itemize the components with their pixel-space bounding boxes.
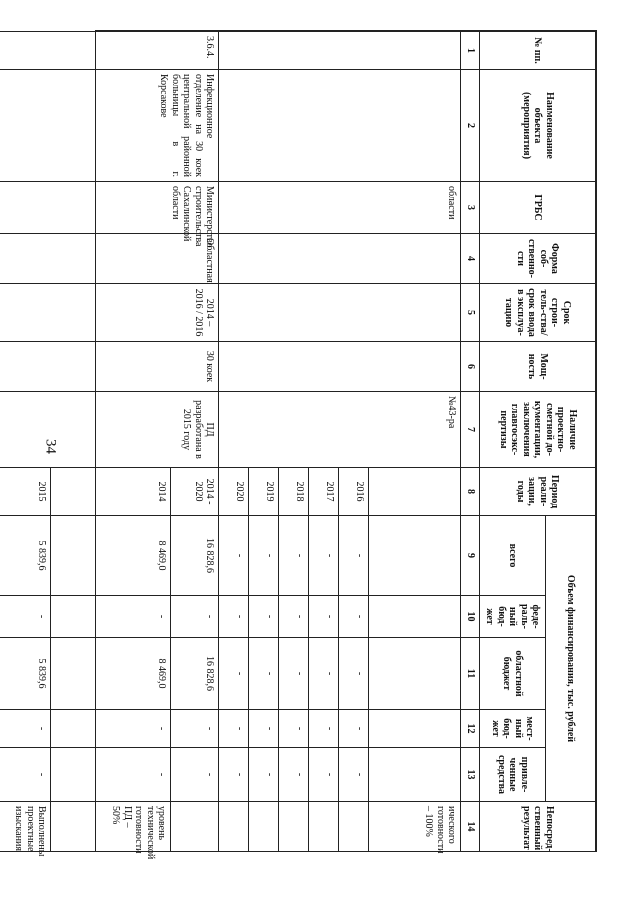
continuation-psd: №43-ра xyxy=(219,392,461,468)
continuation-attracted-cell xyxy=(369,748,461,802)
federal-cell: - xyxy=(309,596,339,638)
column-number: 11 xyxy=(461,638,480,710)
local-cell: - xyxy=(51,710,171,748)
header-financing: Объем финансирования, тыс. рублей xyxy=(546,516,596,802)
result-cell xyxy=(219,802,249,852)
year-cell: 2014 - 2020 xyxy=(171,468,219,516)
continuation-regional-cell xyxy=(369,638,461,710)
item-row-total xyxy=(171,32,219,852)
result-cell xyxy=(279,802,309,852)
local-cell: - xyxy=(249,710,279,748)
continuation-row xyxy=(369,32,461,852)
result-cell xyxy=(249,802,279,852)
local-cell: - xyxy=(339,710,369,748)
attracted-cell: - xyxy=(219,748,249,802)
year-cell: 2018 xyxy=(279,468,309,516)
column-number: 10 xyxy=(461,596,480,638)
header-local: мест-ный бюд-жет xyxy=(480,710,546,748)
header-row-1 xyxy=(546,32,596,852)
header-object-name: Наименование объекта (мероприятия) xyxy=(480,70,596,182)
column-number: 8 xyxy=(461,468,480,516)
continuation-number-cell xyxy=(219,32,461,70)
year-cell: 2019 xyxy=(249,468,279,516)
total-cell: - xyxy=(249,516,279,596)
header-total: всего xyxy=(480,516,546,596)
column-number: 2 xyxy=(461,70,480,182)
header-psd: Наличие проектно-сметной до-кументации, заключения главгосэкс-пертизы xyxy=(480,392,596,468)
column-number: 7 xyxy=(461,392,480,468)
total-cell: - xyxy=(219,516,249,596)
header-ownership: Форма соб-ственно-сти xyxy=(480,234,596,284)
continuation-name-cell xyxy=(219,70,461,182)
federal-cell: - xyxy=(279,596,309,638)
column-number: 5 xyxy=(461,284,480,342)
total-cell: 8 469,0 xyxy=(51,516,171,596)
column-number: 14 xyxy=(461,802,480,852)
result-cell: Выполнены проектные изыскания xyxy=(0,802,51,852)
header-grbs: ГРБС xyxy=(480,182,596,234)
header-attracted: привле-ченные средства xyxy=(480,748,546,802)
continuation-local-cell xyxy=(369,710,461,748)
attracted-cell: - xyxy=(249,748,279,802)
header-federal: феде-раль-ный бюд-жет xyxy=(480,596,546,638)
item-number: 3.6.4. xyxy=(0,32,219,70)
result-cell xyxy=(171,802,219,852)
header-capacity: Мощ-ность xyxy=(480,342,596,392)
year-cell: 2016 xyxy=(339,468,369,516)
continuation-result: ического готовности – 100% xyxy=(369,802,461,852)
federal-cell: - xyxy=(51,596,171,638)
column-number: 12 xyxy=(461,710,480,748)
year-cell: 2020 xyxy=(219,468,249,516)
continuation-capacity-cell xyxy=(219,342,461,392)
attracted-cell: - xyxy=(171,748,219,802)
total-cell: - xyxy=(279,516,309,596)
item-ownership: Областная xyxy=(0,234,219,284)
total-cell: 5 839,6 xyxy=(0,516,51,596)
continuation-term-cell xyxy=(219,284,461,342)
item-grbs: Министерство строительства Сахалинской области xyxy=(0,182,219,234)
item-name: Инфекционное отделение на 30 коек центральной районной больницы в г. Корсакове xyxy=(0,70,219,182)
continuation-grbs: области xyxy=(219,182,461,234)
result-cell xyxy=(339,802,369,852)
continuation-ownership-cell xyxy=(219,234,461,284)
continuation-total-cell xyxy=(369,516,461,596)
column-number: 6 xyxy=(461,342,480,392)
item-psd: ПД разработана в 2015 году xyxy=(0,392,219,468)
item-term: 2014 – 2016 / 2016 xyxy=(0,284,219,342)
document-table-sheet xyxy=(13,30,597,860)
local-cell: - xyxy=(171,710,219,748)
regional-cell: - xyxy=(339,638,369,710)
header-term: Срок строи-тель-ства/срок ввода в эксплуа-тацию xyxy=(480,284,596,342)
attracted-cell: - xyxy=(339,748,369,802)
regional-cell: - xyxy=(279,638,309,710)
item-capacity: 30 коек xyxy=(0,342,219,392)
column-number: 13 xyxy=(461,748,480,802)
financing-table xyxy=(0,31,596,860)
regional-cell: - xyxy=(309,638,339,710)
page-number: 34 xyxy=(42,439,59,454)
column-number: 4 xyxy=(461,234,480,284)
column-number-row xyxy=(461,32,480,852)
header-number: № пп. xyxy=(480,32,596,70)
year-cell: 2015 xyxy=(0,468,51,516)
attracted-cell: - xyxy=(309,748,339,802)
column-number: 1 xyxy=(461,32,480,70)
local-cell: - xyxy=(0,710,51,748)
result-cell xyxy=(309,802,339,852)
column-number: 3 xyxy=(461,182,480,234)
total-cell: - xyxy=(339,516,369,596)
attracted-cell: - xyxy=(0,748,51,802)
federal-cell: - xyxy=(249,596,279,638)
federal-cell: - xyxy=(0,596,51,638)
regional-cell: 5 839,6 xyxy=(0,638,51,710)
result-cell: уровень технической готовности ПД – 50% xyxy=(51,802,171,852)
regional-cell: 16 828,6 xyxy=(171,638,219,710)
rotated-table-wrapper xyxy=(13,31,596,860)
continuation-period-cell xyxy=(369,468,461,516)
header-regional: областной бюджет xyxy=(480,638,546,710)
federal-cell: - xyxy=(171,596,219,638)
regional-cell: - xyxy=(249,638,279,710)
continuation-federal-cell xyxy=(369,596,461,638)
regional-cell: 8 469,0 xyxy=(51,638,171,710)
federal-cell: - xyxy=(219,596,249,638)
local-cell: - xyxy=(279,710,309,748)
total-cell: 16 828,6 xyxy=(171,516,219,596)
total-cell: - xyxy=(309,516,339,596)
federal-cell: - xyxy=(339,596,369,638)
year-cell: 2017 xyxy=(309,468,339,516)
attracted-cell: - xyxy=(279,748,309,802)
attracted-cell: - xyxy=(51,748,171,802)
header-result: Непосред-ственный результат xyxy=(480,802,596,852)
regional-cell: - xyxy=(219,638,249,710)
local-cell: - xyxy=(309,710,339,748)
year-cell: 2014 xyxy=(51,468,171,516)
column-number: 9 xyxy=(461,516,480,596)
local-cell: - xyxy=(219,710,249,748)
header-period: Период реали-зации, годы xyxy=(480,468,596,516)
